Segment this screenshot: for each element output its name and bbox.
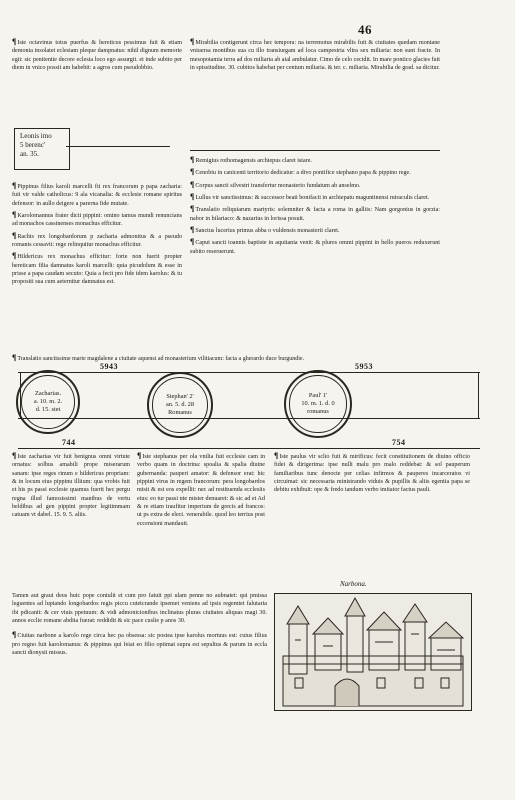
pilcrow-icon: ¶ (12, 353, 17, 362)
paragraph: Tamen aut graui deus huic pope contulit et cum pro fatuit ppi ulam penne no aubnatet: qui pmissa leguentes ad luptando longobardos regis piccu cutetcrande ipsemet veniens ad ipsis regemtet falutaria ibi pdicanit: & cer viuis ppetuum: & vidi admonicionibus inclinatus pluras ciuitates aliquas magi 30. annos ecclie romane abdita fuerat: reddidit & sic pace cuslie p anos 30. (12, 593, 267, 625)
pope-medallion-paulus (284, 370, 352, 438)
pilcrow-icon: ¶ (12, 251, 17, 261)
right-column-mid (190, 156, 440, 259)
paragraph: ¶Corpus sancti silvestri transfertur monasterio fundatum ab anselmo. (190, 179, 361, 189)
translation-note: ¶Translatio sanctissime marie magdalene a ciuitate aquensi ad monasterium vilitiacum: facta a gherardo duce burgundie. (12, 353, 305, 362)
paragraph: ¶Translatio reliquiarum martyris: solemniter & facta a roma in galliis: Nam gorgonius in gorzia: nabor in hilariaco: & nazarius in lorissa posuit. (190, 204, 440, 222)
medallion-line: d. 15. stet (35, 406, 61, 413)
medallion-line: an. 5. d. 28 (166, 401, 194, 408)
regnal-box-leo (14, 128, 70, 170)
medallion-line: Stephan' 2' (166, 393, 194, 400)
paragraph: ¶Rachis rex longobardorum p zacharia admonitus & a pseudo romanis cessavit: rege relinquitur monachus efficitur. (12, 230, 182, 249)
pilcrow-icon: ¶ (274, 451, 279, 460)
divider-line (66, 146, 170, 147)
pilcrow-icon: ¶ (12, 37, 17, 46)
left-column-top (12, 38, 182, 75)
divider-line (190, 150, 440, 151)
box-line: Leonis imo (20, 132, 52, 140)
year-label: 5943 (100, 362, 118, 371)
medallion-line: Romanus (168, 409, 192, 416)
paragraph: ¶Karolomannus frater dicti pippini: omino tamus mundi renuncians ad monachos cassinenses monachus efficitur. (12, 210, 182, 228)
paragraph: ¶Ciuitas narbone a karolo rege circa hec pa obsessa: sic postea ipse karolus mortuus est: cuius filius pro regno fuit karolomanus: & pippinus qui feiat eo filio optimat supra est sepultus & parum in eccla sancti dionysii missus. (12, 630, 267, 657)
pope-medallion-zacharias (16, 370, 80, 434)
lower-right-column (274, 452, 470, 498)
box-line: an. 35. (20, 150, 39, 158)
medallion-line: a. 10. m. 2. (33, 398, 63, 405)
pilcrow-icon: ¶ (190, 167, 195, 177)
pilcrow-icon: ¶ (12, 181, 17, 190)
paragraph: ¶Iste paulus vir sclio fuit & mirificus: fecit constitutionem de diuino officio fidei & dirigerima: ipse nulli malu pro malo reddebat: & sol pauperum familiaribus tunc denocte per celias infirmos & pauperes incarceratos vi circuimat: sic necessaria ministrando viduis & pupillis & aliis egentia papa se debitu exhibuit: ope & fredo tandum verbo imitator factus pauli. (274, 451, 470, 494)
succession-line (18, 372, 480, 373)
city-view-illustration (275, 594, 471, 710)
paragraph: ¶Hildericus rex monachus efficitur: forte non fuerit propter hereticam filia damnatus karoli marcelli: quia picudolum & esse in prisse a papa caudam secuto: Quia a fecit pro fide idem karolus: & tu propositi sua cum aeternitur damnatus est. (12, 251, 182, 286)
paragraph: ¶Mirabilia contigerunt circa hec tempora: na terremotus mirabilis fuit & ciuitates quedam montane vniuersa montibus sua cu illo transiurgam ad loca campestria vltra sex miliaria: non sunt fracte. In mesopotamia terra ad dos miliaria ab aial ambulatur. Cimo de celo cecidit. In mare pontico glacies fuit in spissitudine. 30. cubitos habebat per centum miliaria. & ter. c. miliaria. Mirabilia de grad. sa dicitur. (190, 37, 440, 72)
pilcrow-icon: ¶ (190, 37, 195, 46)
pope-medallion-stephanus (147, 372, 213, 438)
medallion-line: Zacharias. (34, 390, 62, 397)
box-line: 5 berenc' (20, 141, 46, 149)
paragraph: ¶Pippinus filius karoli marcelli fit rex francorum p papa zacharia: fuit vir valde catholicus: 9 ala vicanalia: & ecclesie romane spiritus defensor: in aullo deigere a parerna fide mutate. (12, 181, 182, 207)
narbona-city-woodcut (274, 593, 472, 711)
paragraph: ¶Remigius rothomagensis archiepus claret istare. (190, 155, 312, 164)
pilcrow-icon: ¶ (12, 630, 17, 640)
year-label: 744 (62, 438, 76, 447)
succession-line (478, 372, 479, 418)
medallion-line: romanus (307, 408, 329, 415)
pilcrow-icon: ¶ (12, 230, 17, 240)
woodcut-caption: Narbona. (340, 580, 367, 588)
lower-left-continued (12, 592, 267, 660)
medallion-line: 10. m. 1. d. 0 (301, 400, 335, 407)
pilcrow-icon: ¶ (190, 192, 195, 202)
pilcrow-icon: ¶ (190, 155, 195, 164)
year-label: 5953 (355, 362, 373, 371)
paragraph: ¶Iste zacharias vir fuit benignus omni virtute ornatus: solbus amabili prope miserarum sanam: ipse reges rinum e hildericus propriam: & in locum eius pippinu illiium: qua vrobis fuit et his ps passi ecclesie quamus fuerit hec pergu regna illud famosissimi manibus de vertu beldibus ad gen pippini propter legitimmam catuam vt dabel. 15. 9. 5. aliis. (12, 451, 130, 519)
paragraph: ¶Sanctus lucerius primus abba o vuldensis monasterii claret. (190, 225, 340, 235)
pilcrow-icon: ¶ (190, 179, 195, 189)
year-label: 754 (392, 438, 406, 447)
paragraph: ¶Lullus vir sanctissimus: & successor beati bonifacii in archiepatu maguntinensi miraculis claret. (190, 192, 430, 202)
pilcrow-icon: ¶ (190, 225, 195, 235)
paragraph: ¶Iste octavinus totus puerfus & hereticus pessimus fuit & etiam demonia insolatet eclesiam pleque dampnatus: nihil dignum memorie egit: sic penitentie decore eclesia loco ego assurgit. et inde subito per diem in vnico possit am habebit: a agros cum pseudobbio. (12, 37, 182, 72)
pilcrow-icon: ¶ (137, 451, 142, 460)
paragraph: ¶Iste stephanus per ola vnilia fuit ecclesie cam in verbo quam in doctrina: spoalia & spalia diuine gubernanda: pauperi amator: & defensor erat: hic pippini virus in regem francorum: pera longobardos misit & est eos expellit: nec ad restituenda ecclesiis eius: eo tur passi nte mister denuaret: & sic ad et Ad & re etiam traufitur imperium de grecis ad francos: ut ps extra de elect. venerabile. quod leo terrius post eccensioni mandauit. (137, 451, 265, 527)
paragraph: ¶Caput sancti ioannis baptiste in aquitania venit: & plures ommi pippini in bello pueros reduxerunt subito reseruerunt. (190, 237, 440, 255)
divider-line (18, 448, 480, 449)
lower-middle-column (137, 452, 265, 531)
pilcrow-icon: ¶ (190, 237, 195, 247)
pilcrow-icon: ¶ (12, 451, 17, 460)
pilcrow-icon: ¶ (12, 210, 17, 220)
paragraph: ¶Cenobiu in canicenti territorio dedicatur: a divo pontifice stephano papa & pippino rege. (190, 167, 411, 177)
pilcrow-icon: ¶ (190, 204, 195, 214)
lower-left-column (12, 452, 130, 523)
page-number: 46 (358, 22, 372, 37)
medallion-line: Paul' 1' (308, 392, 328, 399)
succession-line (18, 418, 480, 419)
right-column-top (190, 38, 440, 75)
left-column-mid (12, 182, 182, 290)
